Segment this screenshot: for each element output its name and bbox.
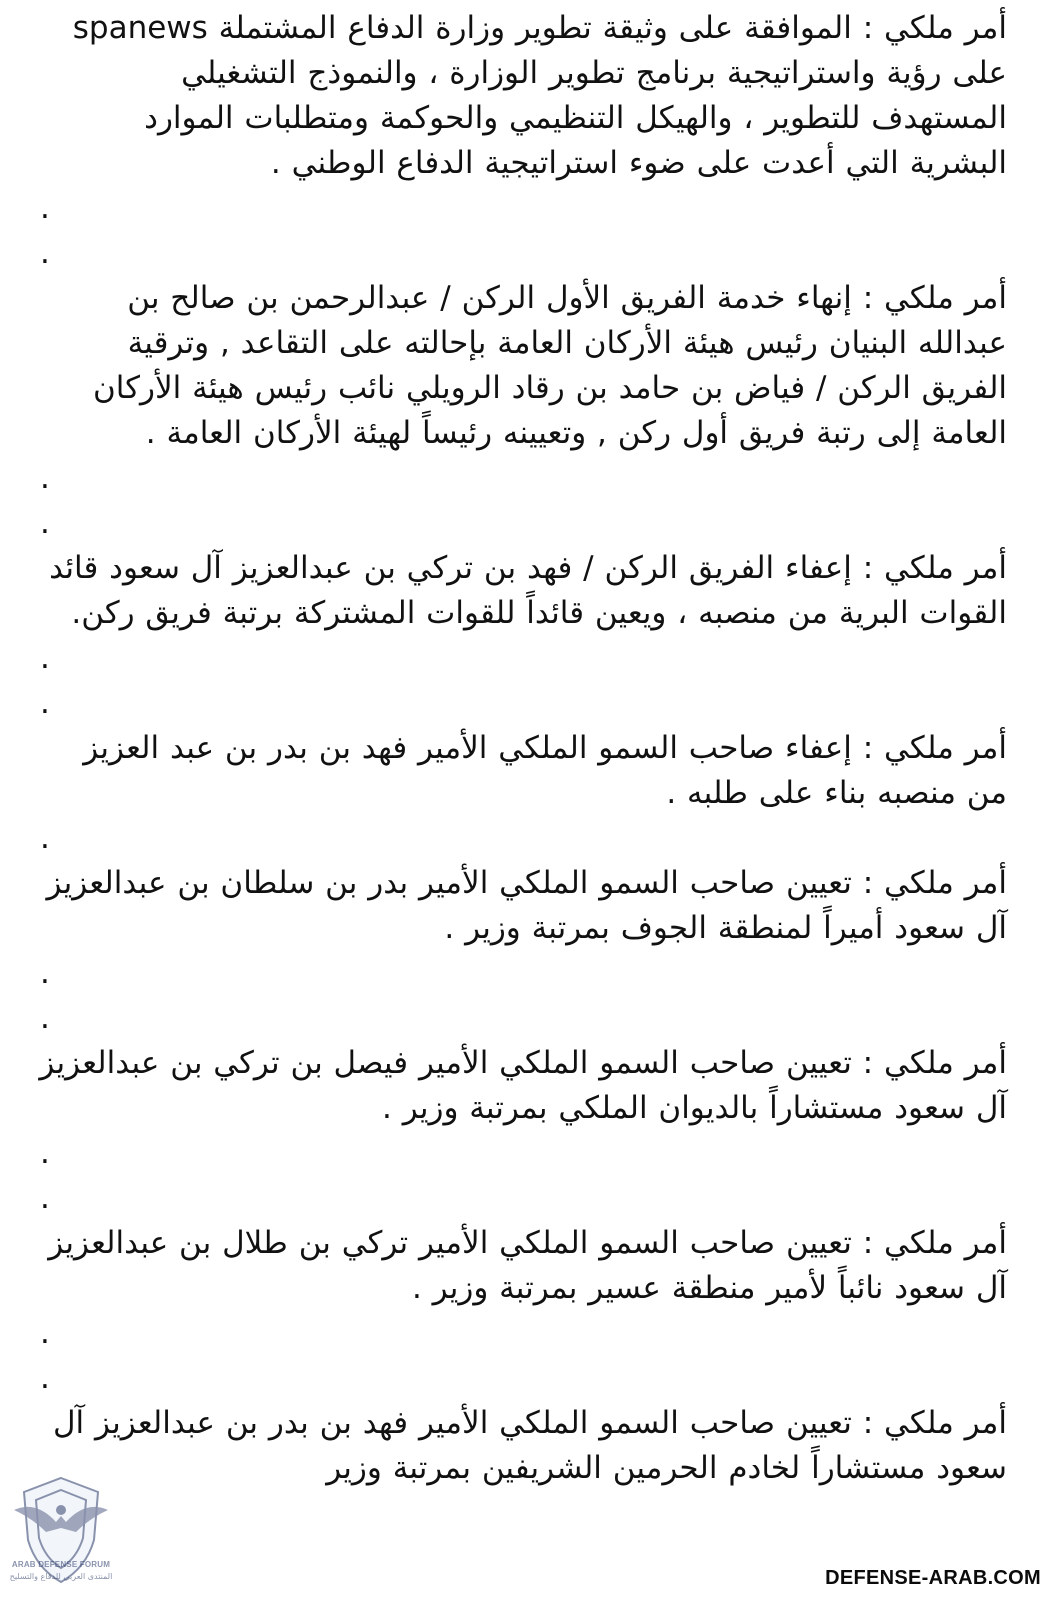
forum-emblem-title: ARAB DEFENSE FORUM xyxy=(11,1560,111,1569)
separator-dot: . xyxy=(40,1000,50,1036)
royal-order-text: أمر ملكي : تعيين صاحب السمو الملكي الأمير بدر بن سلطان بن عبدالعزيز آل سعود أميراً لمنطقة الجوف بمرتبة وزير . xyxy=(46,865,1007,946)
separator-dot: . xyxy=(40,820,50,856)
royal-order-text: أمر ملكي : تعيين صاحب السمو الملكي الأمير تركي بن طلال بن عبدالعزيز آل سعود نائباً لأمير منطقة عسير بمرتبة وزير . xyxy=(48,1225,1007,1306)
separator-dot: . xyxy=(40,1180,50,1216)
separator-dot: . xyxy=(40,1315,50,1351)
separator-dot: . xyxy=(40,685,50,721)
site-watermark: DEFENSE-ARAB.COM xyxy=(825,1567,1041,1589)
separator-dot: . xyxy=(40,235,50,271)
document-body xyxy=(38,6,1007,1491)
separator-dot: . xyxy=(40,460,50,496)
royal-order-text: أمر ملكي : إنهاء خدمة الفريق الأول الركن / عبدالرحمن بن صالح بن عبدالله البنيان رئيس هيئة الأركان العامة بإحالته على التقاعد , وترقية الفريق الركن / فياض بن حامد بن رقاد الرويلي نائب رئيس هيئة الأركان العامة إلى رتبة فريق أول ركن , وتعيينه رئيساً لهيئة الأركان العامة . xyxy=(93,280,1007,451)
royal-order-text: أمر ملكي : إعفاء الفريق الركن / فهد بن تركي بن عبدالعزيز آل سعود قائد القوات البرية من منصبه ، ويعين قائداً للقوات المشتركة برتبة فريق ركن. xyxy=(49,550,1007,631)
royal-order-text: أمر ملكي : إعفاء صاحب السمو الملكي الأمير فهد بن بدر بن عبد العزيز من منصبه بناء على طلبه . xyxy=(83,730,1007,811)
separator-dot: . xyxy=(40,1360,50,1396)
separator-dot: . xyxy=(40,955,50,991)
royal-order-text: أمر ملكي : تعيين صاحب السمو الملكي الأمير فيصل بن تركي بن عبدالعزيز آل سعود مستشاراً بالديوان الملكي بمرتبة وزير . xyxy=(39,1045,1007,1126)
separator-dot: . xyxy=(40,640,50,676)
separator-dot: . xyxy=(40,505,50,541)
forum-emblem-subtitle: المنتدى العربي للدفاع والتسليح xyxy=(9,1572,113,1581)
royal-order-text: أمر ملكي : تعيين صاحب السمو الملكي الأمير فهد بن بدر بن عبدالعزيز آل سعود مستشاراً لخادم الحرمين الشريفين بمرتبة وزير xyxy=(53,1405,1007,1486)
royal-order-text: أمر ملكي : الموافقة على وثيقة تطوير وزارة الدفاع المشتملة spanews على رؤية واستراتيجية برنامج تطوير الوزارة ، والنموذج التشغيلي المستهدف للتطوير ، والهيكل التنظيمي والحوكمة ومتطلبات الموارد البشرية التي أعدت على ضوء استراتيجية الدفاع الوطني . xyxy=(72,10,1007,181)
separator-dot: . xyxy=(40,190,50,226)
separator-dot: . xyxy=(40,1135,50,1171)
